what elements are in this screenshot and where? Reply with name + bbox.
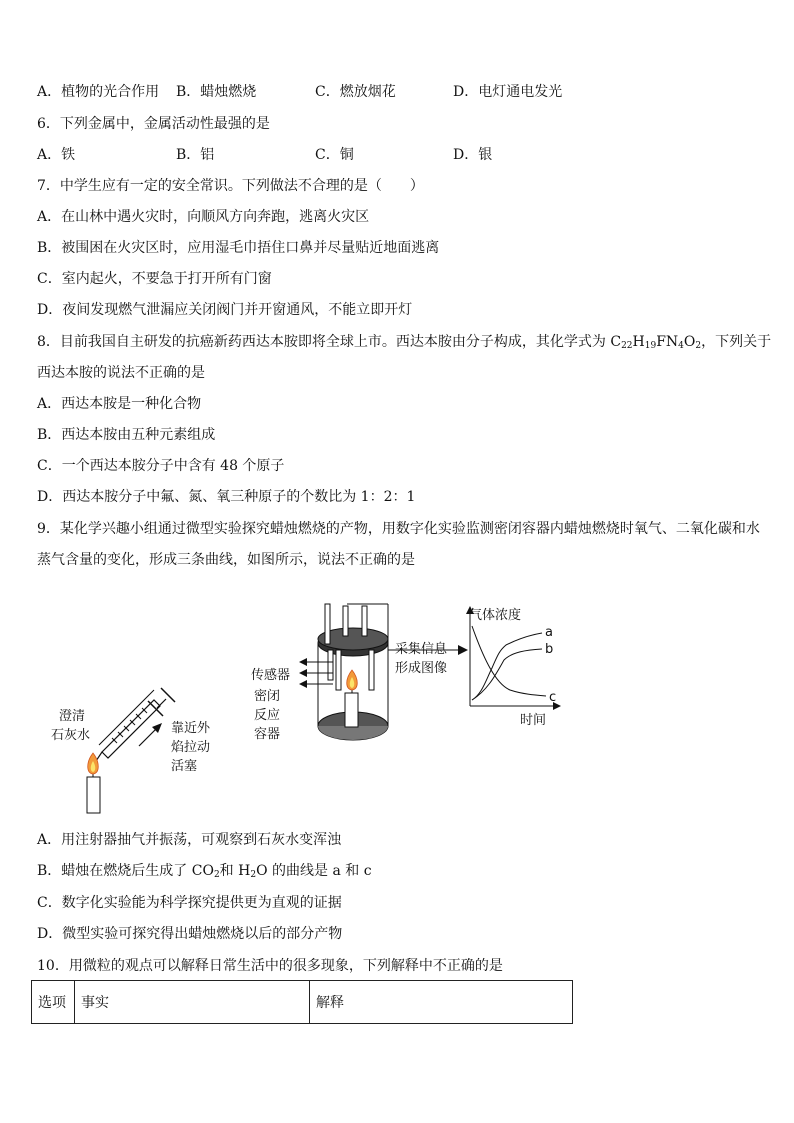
q6-option-c: C．铜	[315, 147, 354, 163]
label-pull-2: 焰拉动	[171, 740, 211, 755]
q8-option-a: A．西达本胺是一种化合物	[37, 396, 202, 412]
q7-option-b: B．被围困在火灾区时，应用湿毛巾捂住口鼻并尽量贴近地面逃离	[37, 240, 440, 256]
label-collect-info: 采集信息	[395, 642, 448, 657]
q10-stem: 10．用微粒的观点可以解释日常生活中的很多现象，下列解释中不正确的是	[37, 958, 503, 974]
q7-option-c: C．室内起火，不要急于打开所有门窗	[37, 271, 272, 287]
curve-b	[472, 649, 542, 700]
q5-option-c: C．燃放烟花	[315, 84, 396, 100]
q8-stem: 8．目前我国自主研发的抗癌新药西达本胺即将全球上市。西达本胺由分子构成，其化学式为 $C_{22}H_{19}FN_4O_2$，下列关于	[37, 334, 772, 351]
arrow-up-right-icon	[139, 723, 162, 746]
q7-option-d: D．夜间发现燃气泄漏应关闭阀门并开窗通风，不能立即开灯	[37, 302, 413, 318]
curve-c	[472, 626, 546, 696]
q9-option-a: A．用注射器抽气并振荡，可观察到石灰水变浑浊	[37, 832, 342, 848]
q6-stem: 6．下列金属中，金属活动性最强的是	[37, 116, 270, 132]
q8-option-d: D．西达本胺分子中氟、氮、氧三种原子的个数比为 1：2：1	[37, 489, 416, 505]
q7-option-a: A．在山林中遇火灾时，向顺风方向奔跑，逃离火灾区	[37, 209, 370, 225]
q9-option-b: B．蜡烛在燃烧后生成了 $CO_2$和 $H_2O$ 的曲线是 a 和 c	[37, 863, 372, 880]
q9-stem-line2: 蒸气含量的变化，形成三条曲线，如图所示，说法不正确的是	[37, 552, 415, 568]
q9-stem-line1: 9．某化学兴趣小组通过微型实验探究蜡烛燃烧的产物，用数字化实验监测密闭容器内蜡烛燃烧时氧气、二氧化碳和水	[37, 521, 760, 537]
label-pull-3: 活塞	[171, 759, 198, 774]
chemical-formula: $C_{22}H_{19}FN_4O_2$	[610, 334, 702, 351]
q9-option-d: D．微型实验可探究得出蜡烛燃烧以后的部分产物	[37, 926, 343, 942]
label-x-axis: 时间	[520, 713, 547, 728]
sensor-arrows	[299, 658, 333, 688]
label-container-2: 反应	[254, 708, 281, 723]
curve-label-b: b	[545, 642, 554, 657]
label-container-3: 容器	[254, 727, 281, 742]
label-y-axis: 气体浓度	[469, 608, 522, 623]
q5-option-d: D．电灯通电发光	[453, 84, 563, 100]
q5-option-a: A．植物的光合作用	[37, 84, 160, 100]
header-fact: 事实	[75, 981, 310, 1024]
header-option: 选项	[32, 981, 75, 1024]
label-limewater-2: 石灰水	[51, 728, 91, 743]
curve-label-a: a	[545, 625, 553, 640]
q6-option-b: B．铝	[176, 147, 215, 163]
q10-table	[31, 980, 573, 1024]
q9-experiment-figure	[0, 590, 794, 820]
label-pull-1: 靠近外	[171, 721, 211, 736]
label-sensor: 传感器	[251, 668, 291, 683]
table-header-row	[32, 981, 573, 1024]
label-limewater-1: 澄清	[59, 709, 86, 724]
q6-option-d: D．银	[453, 147, 493, 163]
q8-option-b: B．西达本胺由五种元素组成	[37, 427, 216, 443]
q8-stem-line2: 西达本胺的说法不正确的是	[37, 365, 205, 381]
q6-option-a: A．铁	[37, 147, 76, 163]
q7-stem: 7．中学生应有一定的安全常识。下列做法不合理的是（ ）	[37, 178, 424, 194]
q9-option-c: C．数字化实验能为科学探究提供更为直观的证据	[37, 895, 342, 911]
syringe-apparatus	[94, 688, 175, 764]
curve-label-c: c	[549, 690, 557, 705]
q5-option-b: B．蜡烛燃烧	[176, 84, 257, 100]
candle-left	[87, 753, 100, 813]
curve-a	[472, 633, 542, 700]
label-form-image: 形成图像	[395, 661, 448, 676]
header-explanation: 解释	[310, 981, 573, 1024]
label-container-1: 密闭	[254, 689, 281, 704]
q8-option-c: C．一个西达本胺分子中含有 48 个原子	[37, 458, 285, 474]
